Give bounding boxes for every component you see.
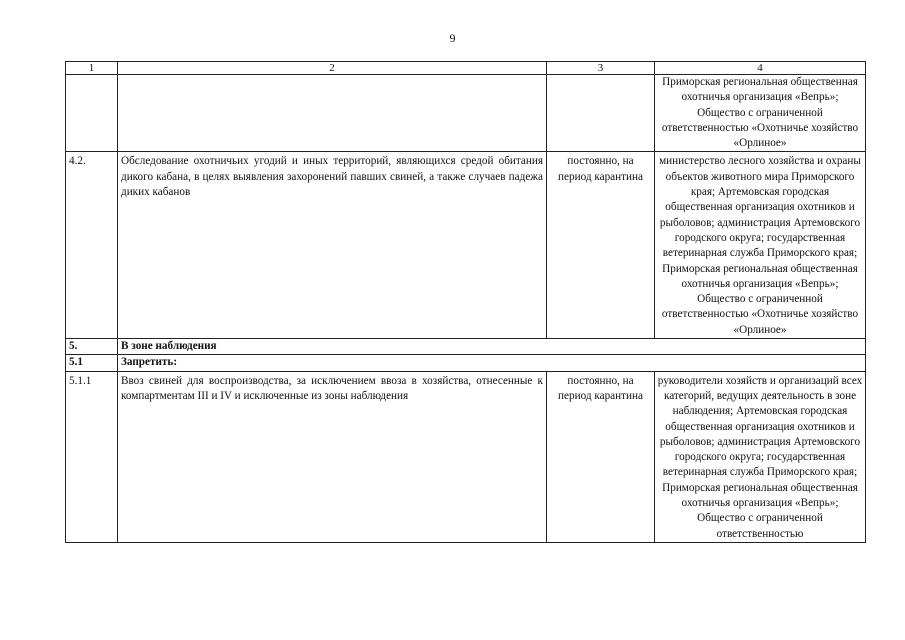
page-number: 9 [449, 31, 456, 45]
row-number-cell: 4.2. [66, 152, 118, 339]
header-col-4: 4 [655, 62, 866, 75]
section-row [66, 355, 866, 371]
responsible-cell: руководители хозяйств и организаций всех категорий, ведущих деятельность в зоне наблюдения; Артемовская городская общественная организация охотников и рыболовов; администрация Артемовского городского округа; государственная ветеринарная служба Приморского края; Приморская региональная общественная охотничья организация «Вепрь»; Общество с ограниченной ответственностью [655, 371, 866, 542]
action-cell: Ввоз свиней для воспроизводства, за исключением ввоза в хозяйства, отнесенные к компартментам III и IV и исключенные из зоны наблюдения [118, 371, 547, 542]
table-header-row [66, 62, 866, 75]
period-cell [547, 75, 655, 152]
row-number-cell [66, 75, 118, 152]
row-number-cell: 5.1.1 [66, 371, 118, 542]
header-col-3: 3 [547, 62, 655, 75]
table-row [66, 75, 866, 152]
section-title: Запретить: [118, 355, 866, 371]
period-cell: постоянно, на период карантина [547, 152, 655, 339]
section-row [66, 339, 866, 355]
period-cell: постоянно, на период карантина [547, 371, 655, 542]
row-number-cell: 5. [66, 339, 118, 355]
header-col-2: 2 [118, 62, 547, 75]
table-row [66, 152, 866, 339]
responsible-cell: Приморская региональная общественная охотничья организация «Вепрь»; Общество с ограниченной ответственностью «Охотничье хозяйство «Орлиное» [655, 75, 866, 152]
action-cell [118, 75, 547, 152]
measures-table [65, 61, 866, 543]
row-number-cell: 5.1 [66, 355, 118, 371]
header-col-1: 1 [66, 62, 118, 75]
section-title: В зоне наблюдения [118, 339, 866, 355]
table-row [66, 371, 866, 542]
action-cell: Обследование охотничьих угодий и иных территорий, являющихся средой обитания дикого кабана, в целях выявления захоронений павших свиней, а также случаев падежа диких кабанов [118, 152, 547, 339]
responsible-cell: министерство лесного хозяйства и охраны объектов животного мира Приморского края; Артемовская городская общественная организация охотников и рыболовов; администрация Артемовского городского округа; государственная ветеринарная служба Приморского края; Приморская региональная общественная охотничья организация «Вепрь»; Общество с ограниченной ответственностью «Охотничье хозяйство «Орлиное» [655, 152, 866, 339]
